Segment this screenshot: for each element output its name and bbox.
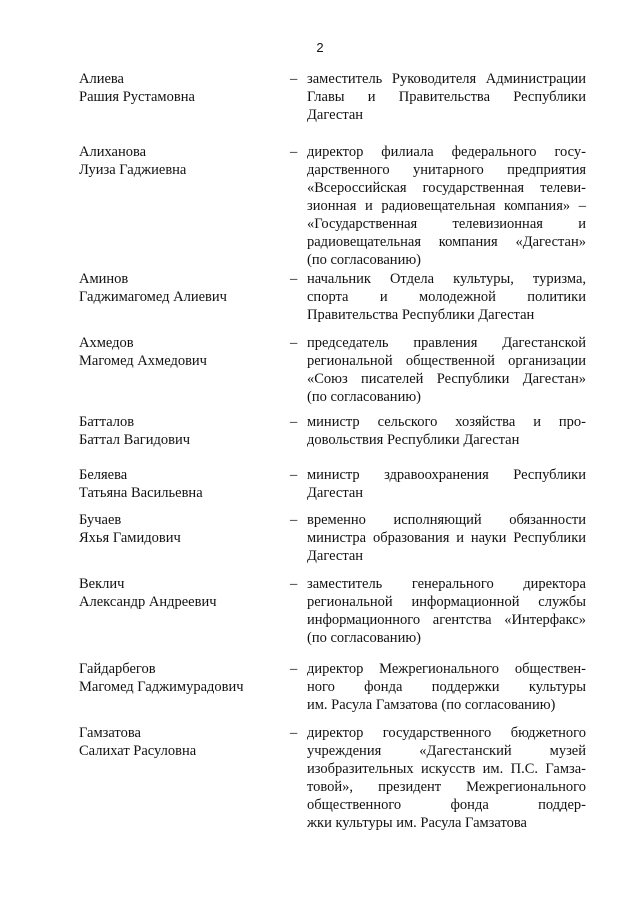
member-given-names: Татьяна Васильевна [79, 485, 203, 501]
position-line: им. Расула Гамзатова (по согласованию) [307, 697, 556, 713]
member-position [307, 511, 586, 565]
member-position [307, 334, 586, 406]
member-surname: Гамзатова [79, 725, 141, 741]
member-position [307, 660, 586, 714]
separator-dash: – [290, 335, 298, 351]
member-position [307, 143, 586, 269]
member-given-names: Магомед Ахмедович [79, 353, 207, 369]
member-name [79, 143, 279, 179]
position-line: (по согласованию) [307, 630, 421, 646]
position-line: «Всероссийская государственная телеви- [307, 180, 586, 196]
position-line: Дагестан [307, 548, 364, 564]
position-line: учреждения «Дагестанский музей [307, 743, 586, 759]
position-line: временно исполняющий обязанности [307, 512, 586, 528]
member-surname: Гайдарбегов [79, 661, 156, 677]
separator-dash: – [290, 661, 298, 677]
position-line: «Государственная телевизионная и [307, 216, 586, 232]
member-position [307, 575, 586, 647]
position-line: заместитель Руководителя Администрации [307, 71, 586, 87]
position-line: Дагестан [307, 107, 364, 123]
position-line: ного фонда поддержки культуры [307, 679, 586, 695]
position-line: «Союз писателей Республики Дагестан» [307, 371, 586, 387]
position-line: (по согласованию) [307, 389, 421, 405]
position-line: жки культуры им. Расула Гамзатова [307, 815, 527, 831]
position-line: министра образования и науки Республики [307, 530, 586, 546]
position-line: директор государственного бюджетного [307, 725, 586, 741]
position-line: общественного фонда поддер- [307, 797, 586, 813]
position-line: спорта и молодежной политики [307, 289, 586, 305]
member-name [79, 413, 279, 449]
separator-dash: – [290, 725, 298, 741]
member-given-names: Александр Андреевич [79, 594, 217, 610]
member-given-names: Яхья Гамидович [79, 530, 181, 546]
member-name [79, 511, 279, 547]
member-name [79, 334, 279, 370]
member-given-names: Рашия Рустамовна [79, 89, 195, 105]
position-line: Правительства Республики Дагестан [307, 307, 535, 323]
position-line: информационного агентства «Интерфакс» [307, 612, 586, 628]
position-line: Главы и Правительства Республики [307, 89, 586, 105]
position-line: председатель правления Дагестанской [307, 335, 586, 351]
position-line: товой», президент Межрегионального [307, 779, 586, 795]
member-given-names: Луиза Гаджиевна [79, 162, 187, 178]
separator-dash: – [290, 271, 298, 287]
member-surname: Веклич [79, 576, 125, 592]
position-line: радиовещательная компания «Дагестан» [307, 234, 586, 250]
member-surname: Аминов [79, 271, 129, 287]
member-position [307, 70, 586, 124]
member-name [79, 575, 279, 611]
member-name [79, 660, 279, 696]
member-given-names: Гаджимагомед Алиевич [79, 289, 227, 305]
separator-dash: – [290, 512, 298, 528]
page-number: 2 [316, 40, 324, 55]
member-position [307, 724, 586, 832]
member-surname: Бучаев [79, 512, 122, 528]
position-line: довольствия Республики Дагестан [307, 432, 520, 448]
member-surname: Алиева [79, 71, 124, 87]
position-line: изобразительных искусств им. П.С. Гамза- [307, 761, 586, 777]
position-line: министр сельского хозяйства и про- [307, 414, 586, 430]
member-surname: Батталов [79, 414, 135, 430]
position-line: министр здравоохранения Республики [307, 467, 586, 483]
member-position [307, 270, 586, 324]
position-line: дарственного унитарного предприятия [307, 162, 586, 178]
position-line: региональной общественной организации [307, 353, 586, 369]
member-name [79, 270, 279, 306]
separator-dash: – [290, 414, 298, 430]
position-line: (по согласованию) [307, 252, 421, 268]
member-surname: Ахмедов [79, 335, 134, 351]
member-name [79, 70, 279, 106]
position-line: начальник Отдела культуры, туризма, [307, 271, 586, 287]
separator-dash: – [290, 71, 298, 87]
position-line: директор Межрегионального обществен- [307, 661, 586, 677]
position-line: Дагестан [307, 485, 364, 501]
member-surname: Беляева [79, 467, 128, 483]
member-name [79, 724, 279, 760]
position-line: зионная и радиовещательная компания» – [307, 198, 586, 214]
member-position [307, 413, 586, 449]
separator-dash: – [290, 467, 298, 483]
member-given-names: Баттал Вагидович [79, 432, 191, 448]
member-given-names: Магомед Гаджимурадович [79, 679, 244, 695]
member-surname: Алиханова [79, 144, 147, 160]
member-name [79, 466, 279, 502]
position-line: директор филиала федерального госу- [307, 144, 586, 160]
member-position [307, 466, 586, 502]
position-line: региональной информационной службы [307, 594, 586, 610]
position-line: заместитель генерального директора [307, 576, 586, 592]
separator-dash: – [290, 144, 298, 160]
separator-dash: – [290, 576, 298, 592]
member-given-names: Салихат Расуловна [79, 743, 197, 759]
